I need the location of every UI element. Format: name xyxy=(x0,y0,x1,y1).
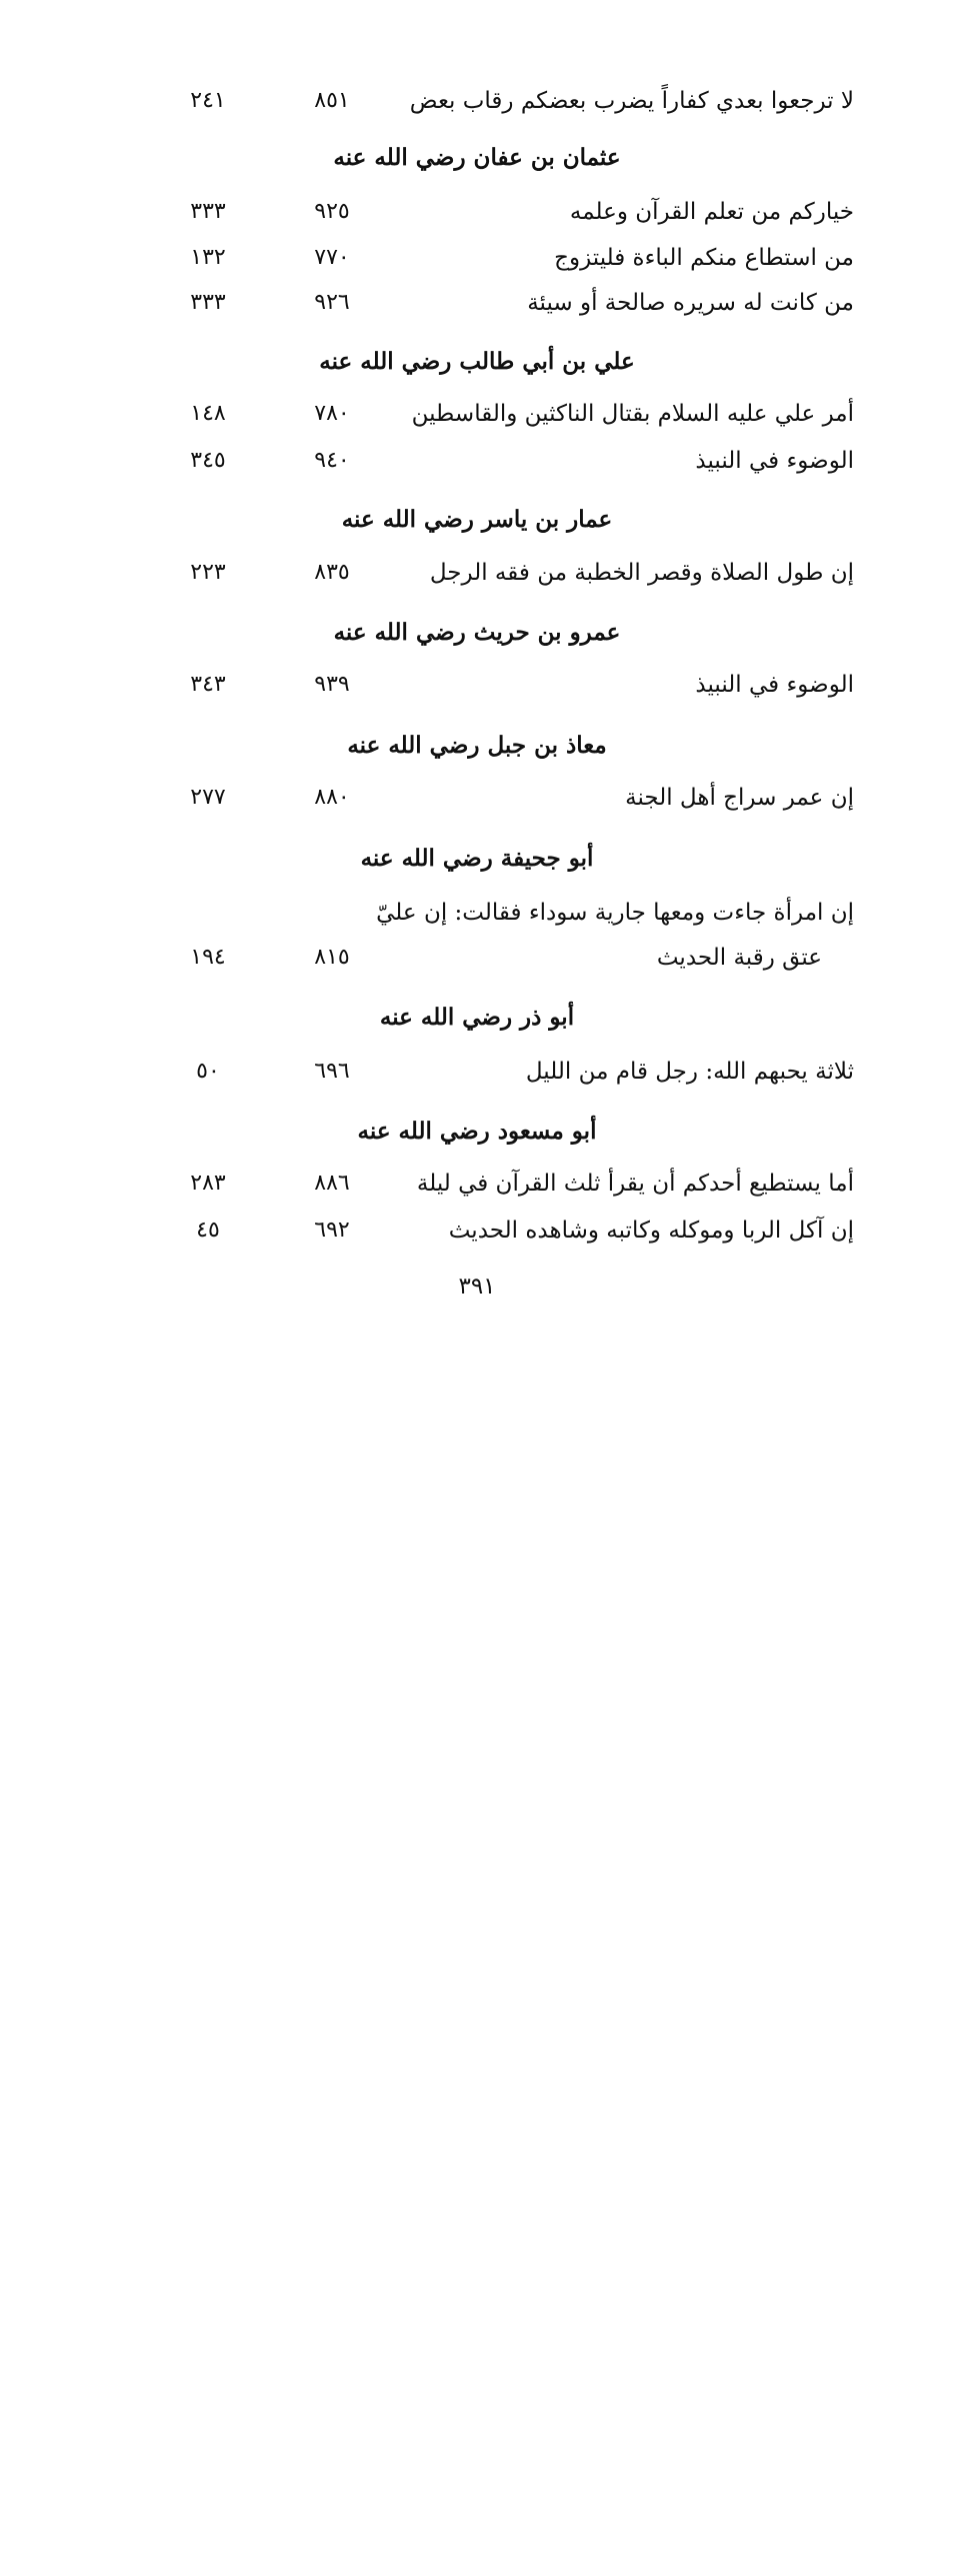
hadith-number: ٩٢٦ xyxy=(314,290,350,315)
index-entry xyxy=(0,1164,954,1204)
page-reference: ١٣٢ xyxy=(190,245,226,270)
page-reference: ٢٨٣ xyxy=(190,1171,226,1196)
narrator-heading: عمرو بن حريث رضي الله عنه xyxy=(333,619,621,646)
index-entry xyxy=(0,238,954,278)
page-reference: ٣٤٣ xyxy=(190,672,226,697)
entry-text: عتق رقبة الحديث xyxy=(656,945,822,971)
hadith-number: ٨٨٦ xyxy=(314,1171,350,1196)
page-reference: ٢٤١ xyxy=(190,88,226,113)
hadith-number: ٨١٥ xyxy=(314,945,350,970)
entry-text: الوضوء في النبيذ xyxy=(695,448,854,474)
page-reference: ٤٥ xyxy=(196,1218,220,1243)
index-entry xyxy=(0,441,954,481)
index-entry xyxy=(0,1211,954,1251)
entry-text: خياركم من تعلم القرآن وعلمه xyxy=(569,199,854,225)
index-entry xyxy=(0,81,954,121)
narrator-heading: معاذ بن جبل رضي الله عنه xyxy=(347,732,607,759)
index-entry xyxy=(0,192,954,232)
entry-text: إن آكل الربا وموكله وكاتبه وشاهده الحديث xyxy=(448,1218,854,1244)
entry-text: أمر علي عليه السلام بقتال الناكثين والقاسطين xyxy=(411,401,854,427)
hadith-number: ٦٩٢ xyxy=(314,1218,350,1243)
narrator-heading: أبو مسعود رضي الله عنه xyxy=(357,1118,597,1145)
entry-text: أما يستطيع أحدكم أن يقرأ ثلث القرآن في ليلة xyxy=(416,1171,854,1197)
index-entry xyxy=(0,1052,954,1092)
entry-text: من استطاع منكم الباءة فليتزوج xyxy=(554,245,854,271)
hadith-number: ٩٤٠ xyxy=(314,448,350,473)
index-entry xyxy=(0,665,954,705)
index-entry-continuation xyxy=(0,938,954,978)
page-reference: ٢٢٣ xyxy=(190,560,226,585)
hadith-number: ٧٨٠ xyxy=(314,401,350,426)
page-reference: ٣٤٥ xyxy=(190,448,226,473)
index-entry xyxy=(0,394,954,434)
index-entry xyxy=(0,893,954,933)
entry-text: إن امرأة جاءت ومعها جارية سوداء فقالت: إن عليّ xyxy=(376,900,854,926)
page-reference: ٢٧٧ xyxy=(190,785,226,810)
page-reference: ١٤٨ xyxy=(190,401,226,426)
page-reference: ٣٣٣ xyxy=(190,199,226,224)
entry-text: إن عمر سراج أهل الجنة xyxy=(625,785,854,811)
entry-text: من كانت له سريره صالحة أو سيئة xyxy=(527,290,854,316)
hadith-number: ٦٩٦ xyxy=(314,1059,350,1084)
hadith-number: ٨٨٠ xyxy=(314,785,350,810)
index-entry xyxy=(0,553,954,593)
entry-text: لا ترجعوا بعدي كفاراً يضرب بعضكم رقاب بعض xyxy=(409,88,854,114)
entry-text: إن طول الصلاة وقصر الخطبة من فقه الرجل xyxy=(429,560,854,586)
narrator-heading: عثمان بن عفان رضي الله عنه xyxy=(333,144,621,171)
entry-text: الوضوء في النبيذ xyxy=(695,672,854,698)
hadith-number: ٨٣٥ xyxy=(314,560,350,585)
narrator-heading: علي بن أبي طالب رضي الله عنه xyxy=(319,348,635,375)
narrator-heading: أبو ذر رضي الله عنه xyxy=(379,1004,575,1031)
hadith-number: ٩٣٩ xyxy=(314,672,350,697)
index-entry xyxy=(0,778,954,818)
page-reference: ٣٣٣ xyxy=(190,290,226,315)
page-number: ٣٩١ xyxy=(458,1274,496,1299)
index-entry xyxy=(0,283,954,323)
narrator-heading: عمار بن ياسر رضي الله عنه xyxy=(341,506,613,533)
hadith-number: ٩٢٥ xyxy=(314,199,350,224)
page-reference: ٥٠ xyxy=(196,1059,220,1084)
page-reference: ١٩٤ xyxy=(190,945,226,970)
hadith-number: ٨٥١ xyxy=(314,88,350,113)
entry-text: ثلاثة يحبهم الله: رجل قام من الليل xyxy=(525,1059,854,1085)
narrator-heading: أبو جحيفة رضي الله عنه xyxy=(360,845,594,872)
hadith-number: ٧٧٠ xyxy=(314,245,350,270)
